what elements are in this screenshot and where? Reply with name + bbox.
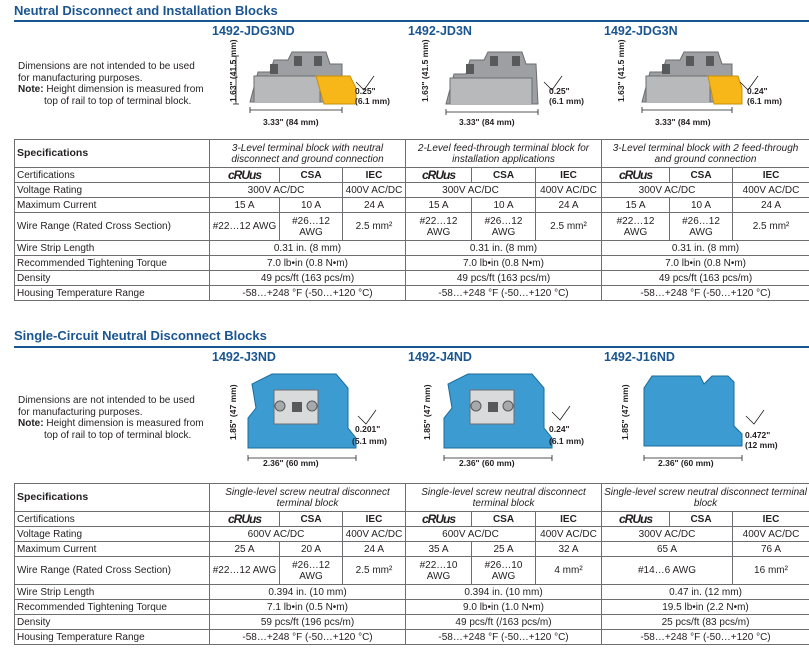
height-dimension: 1.85" (47 mm): [422, 384, 432, 440]
description-cell: Single-level screw neutral disconnect terminal block: [602, 484, 809, 512]
note-line: Dimensions are not intended to be used for manufacturing purposes.: [18, 61, 195, 84]
table-row: [15, 198, 809, 213]
description-cell: Single-level screw neutral disconnect terminal block: [406, 484, 602, 512]
table-cell: 20 A: [280, 542, 343, 557]
iec-cert: IEC: [343, 168, 406, 183]
height-dimension: 1.85" (47 mm): [620, 384, 630, 440]
table-cell: #26…12 AWG: [280, 557, 343, 585]
table-cell: 25 A: [472, 542, 536, 557]
note-line: Dimensions are not intended to be used for manufacturing purposes.: [18, 395, 195, 418]
table-cell: 24 A: [536, 198, 602, 213]
note-text: Height dimension is measured from top of rail to top of terminal block.: [44, 84, 204, 107]
row-label: Certifications: [15, 512, 210, 527]
note-text: Height dimension is measured from top of rail to top of terminal block.: [44, 418, 204, 441]
table-cell: -58…+248 °F (-50…+120 °C): [602, 630, 809, 645]
table-row: [15, 271, 809, 286]
table-cell: 4 mm²: [536, 557, 602, 585]
row-label: Maximum Current: [15, 542, 210, 557]
table-cell: 300V AC/DC: [406, 183, 536, 198]
note-label: Note:: [18, 418, 44, 429]
row-label: Wire Range (Rated Cross Section): [15, 557, 210, 585]
row-label: Wire Range (Rated Cross Section): [15, 213, 210, 241]
table-cell: #26…10 AWG: [472, 557, 536, 585]
table-cell: -58…+248 °F (-50…+120 °C): [406, 286, 602, 301]
product-drawing-j3nd: [232, 368, 392, 468]
table-cell: 400V AC/DC: [733, 183, 809, 198]
spec-table: [14, 483, 809, 645]
table-cell: 400V AC/DC: [536, 527, 602, 542]
table-cell: #14…6 AWG: [602, 557, 733, 585]
row-label: Density: [15, 615, 210, 630]
section-title: Single-Circuit Neutral Disconnect Blocks: [14, 328, 267, 343]
part-number: 1492-JD3N: [408, 24, 472, 38]
table-cell: 49 pcs/ft (163 pcs/m): [406, 271, 602, 286]
row-label: Maximum Current: [15, 198, 210, 213]
table-row: [15, 140, 809, 168]
table-cell: 24 A: [343, 198, 406, 213]
table-row: [15, 286, 809, 301]
row-label: Recommended Tightening Torque: [15, 256, 210, 271]
ul-cert-logo: cRUus: [602, 168, 670, 183]
row-label: Wire Strip Length: [15, 241, 210, 256]
table-row: [15, 600, 809, 615]
table-cell: #22…12 AWG: [406, 213, 472, 241]
height-dimension: 1.63" (41.5 mm): [420, 39, 430, 102]
table-cell: -58…+248 °F (-50…+120 °C): [406, 630, 602, 645]
iec-cert: IEC: [733, 168, 809, 183]
table-cell: 7.1 lb•in (0.5 N•m): [210, 600, 406, 615]
description-cell: 3-Level terminal block with neutral disconnect and ground connection: [210, 140, 406, 168]
width-dimension: 3.33" (84 mm): [263, 117, 319, 127]
row-label: Voltage Rating: [15, 527, 210, 542]
row-label: Wire Strip Length: [15, 585, 210, 600]
table-cell: 59 pcs/ft (196 pcs/m): [210, 615, 406, 630]
rail-dimension-mm: (5.1 mm): [352, 436, 387, 446]
table-cell: 7.0 lb•in (0.8 N•m): [406, 256, 602, 271]
table-row: [15, 168, 809, 183]
table-cell: 49 pcs/ft (163 pcs/m): [602, 271, 809, 286]
table-cell: 7.0 lb•in (0.8 N•m): [210, 256, 406, 271]
table-row: [15, 585, 809, 600]
height-dimension: 1.63" (41.5 mm): [616, 39, 626, 102]
terminal-block-blue-image: [428, 368, 588, 468]
note-label: Note:: [18, 84, 44, 95]
table-cell: 49 pcs/ft (/163 pcs/m): [406, 615, 602, 630]
part-number: 1492-J16ND: [604, 350, 675, 364]
product-drawing-j4nd: [428, 368, 588, 468]
table-cell: 25 pcs/ft (83 pcs/m): [602, 615, 809, 630]
rail-dimension-mm: (6.1 mm): [747, 96, 782, 106]
row-label: Specifications: [15, 484, 210, 512]
spec-table: [14, 139, 809, 301]
width-dimension: 2.36" (60 mm): [459, 458, 515, 468]
table-cell: 32 A: [536, 542, 602, 557]
csa-cert: CSA: [280, 168, 343, 183]
table-cell: 10 A: [670, 198, 733, 213]
iec-cert: IEC: [343, 512, 406, 527]
rail-dimension: 0.24": [747, 86, 768, 96]
rail-dimension: 0.25": [549, 86, 570, 96]
table-row: [15, 557, 809, 585]
rail-dimension: 0.472": [745, 430, 771, 440]
table-cell: #22…12 AWG: [602, 213, 670, 241]
table-cell: 9.0 lb•in (1.0 N•m): [406, 600, 602, 615]
csa-cert: CSA: [670, 512, 733, 527]
table-row: [15, 183, 809, 198]
dimension-note: [18, 61, 208, 107]
table-row: [15, 256, 809, 271]
table-cell: 0.394 in. (10 mm): [210, 585, 406, 600]
table-cell: 2.5 mm²: [536, 213, 602, 241]
table-cell: 7.0 lb•in (0.8 N•m): [602, 256, 809, 271]
table-row: [15, 484, 809, 512]
terminal-block-blue-image: [232, 368, 392, 468]
table-row: [15, 630, 809, 645]
table-cell: 35 A: [406, 542, 472, 557]
row-label: Voltage Rating: [15, 183, 210, 198]
row-label: Housing Temperature Range: [15, 286, 210, 301]
row-label: Specifications: [15, 140, 210, 168]
table-row: [15, 512, 809, 527]
table-cell: 300V AC/DC: [602, 527, 733, 542]
terminal-block-blue-image: [630, 368, 790, 468]
table-cell: 76 A: [733, 542, 809, 557]
rail-dimension-mm: (6.1 mm): [549, 96, 584, 106]
csa-cert: CSA: [280, 512, 343, 527]
row-label: Recommended Tightening Torque: [15, 600, 210, 615]
ul-cert-logo: cRUus: [602, 512, 670, 527]
table-cell: 400V AC/DC: [343, 183, 406, 198]
row-label: Certifications: [15, 168, 210, 183]
table-cell: 400V AC/DC: [343, 527, 406, 542]
table-cell: 19.5 lb•in (2.2 N•m): [602, 600, 809, 615]
csa-cert: CSA: [472, 168, 536, 183]
description-cell: 3-Level terminal block with 2 feed-through and ground connection: [602, 140, 809, 168]
iec-cert: IEC: [733, 512, 809, 527]
part-number: 1492-JDG3N: [604, 24, 678, 38]
dimension-note: [18, 395, 208, 441]
part-number: 1492-J4ND: [408, 350, 472, 364]
width-dimension: 3.33" (84 mm): [655, 117, 711, 127]
table-cell: -58…+248 °F (-50…+120 °C): [210, 286, 406, 301]
ul-cert-logo: cRUus: [210, 168, 280, 183]
table-row: [15, 542, 809, 557]
table-cell: 49 pcs/ft (163 pcs/m): [210, 271, 406, 286]
table-cell: #26…12 AWG: [280, 213, 343, 241]
section-rule: [14, 346, 809, 348]
width-dimension: 3.33" (84 mm): [459, 117, 515, 127]
table-cell: 24 A: [343, 542, 406, 557]
row-label: Density: [15, 271, 210, 286]
rail-dimension-mm: (12 mm): [745, 440, 778, 450]
rail-dimension: 0.24": [549, 424, 570, 434]
table-cell: #26…12 AWG: [670, 213, 733, 241]
table-cell: #22…12 AWG: [210, 213, 280, 241]
part-number: 1492-J3ND: [212, 350, 276, 364]
table-cell: 2.5 mm²: [343, 213, 406, 241]
table-row: [15, 241, 809, 256]
ul-cert-logo: cRUus: [210, 512, 280, 527]
table-cell: #22…10 AWG: [406, 557, 472, 585]
ul-cert-logo: cRUus: [406, 168, 472, 183]
width-dimension: 2.36" (60 mm): [263, 458, 319, 468]
table-cell: 600V AC/DC: [210, 527, 343, 542]
table-row: [15, 213, 809, 241]
table-cell: 300V AC/DC: [602, 183, 733, 198]
csa-cert: CSA: [670, 168, 733, 183]
section-rule: [14, 20, 809, 22]
csa-cert: CSA: [472, 512, 536, 527]
table-cell: 0.47 in. (12 mm): [602, 585, 809, 600]
table-cell: 10 A: [280, 198, 343, 213]
description-cell: 2-Level feed-through terminal block for installation applications: [406, 140, 602, 168]
height-dimension: 1.63" (41.5 mm): [228, 39, 238, 102]
table-cell: -58…+248 °F (-50…+120 °C): [210, 630, 406, 645]
section-title: Neutral Disconnect and Installation Blocks: [14, 3, 278, 18]
iec-cert: IEC: [536, 512, 602, 527]
table-row: [15, 615, 809, 630]
table-cell: #22…12 AWG: [210, 557, 280, 585]
table-cell: -58…+248 °F (-50…+120 °C): [602, 286, 809, 301]
rail-dimension-mm: (6.1 mm): [355, 96, 390, 106]
table-cell: 15 A: [210, 198, 280, 213]
table-cell: 24 A: [733, 198, 809, 213]
description-cell: Single-level screw neutral disconnect terminal block: [210, 484, 406, 512]
width-dimension: 2.36" (60 mm): [658, 458, 714, 468]
table-cell: 300V AC/DC: [210, 183, 343, 198]
table-cell: 16 mm²: [733, 557, 809, 585]
table-cell: 2.5 mm²: [733, 213, 809, 241]
table-cell: 600V AC/DC: [406, 527, 536, 542]
part-number: 1492-JDG3ND: [212, 24, 295, 38]
table-cell: 0.31 in. (8 mm): [406, 241, 602, 256]
table-cell: 15 A: [602, 198, 670, 213]
height-dimension: 1.85" (47 mm): [228, 384, 238, 440]
table-cell: 25 A: [210, 542, 280, 557]
rail-dimension: 0.25": [355, 86, 376, 96]
table-cell: 0.394 in. (10 mm): [406, 585, 602, 600]
table-cell: 400V AC/DC: [536, 183, 602, 198]
table-cell: 400V AC/DC: [733, 527, 809, 542]
table-cell: 65 A: [602, 542, 733, 557]
table-cell: 0.31 in. (8 mm): [602, 241, 809, 256]
table-row: [15, 527, 809, 542]
table-cell: 0.31 in. (8 mm): [210, 241, 406, 256]
table-cell: 15 A: [406, 198, 472, 213]
ul-cert-logo: cRUus: [406, 512, 472, 527]
iec-cert: IEC: [536, 168, 602, 183]
table-cell: #26…12 AWG: [472, 213, 536, 241]
product-drawing-j16nd: [630, 368, 790, 468]
rail-dimension: 0.201": [355, 424, 381, 434]
table-cell: 10 A: [472, 198, 536, 213]
row-label: Housing Temperature Range: [15, 630, 210, 645]
rail-dimension-mm: (6.1 mm): [549, 436, 584, 446]
table-cell: 2.5 mm²: [343, 557, 406, 585]
